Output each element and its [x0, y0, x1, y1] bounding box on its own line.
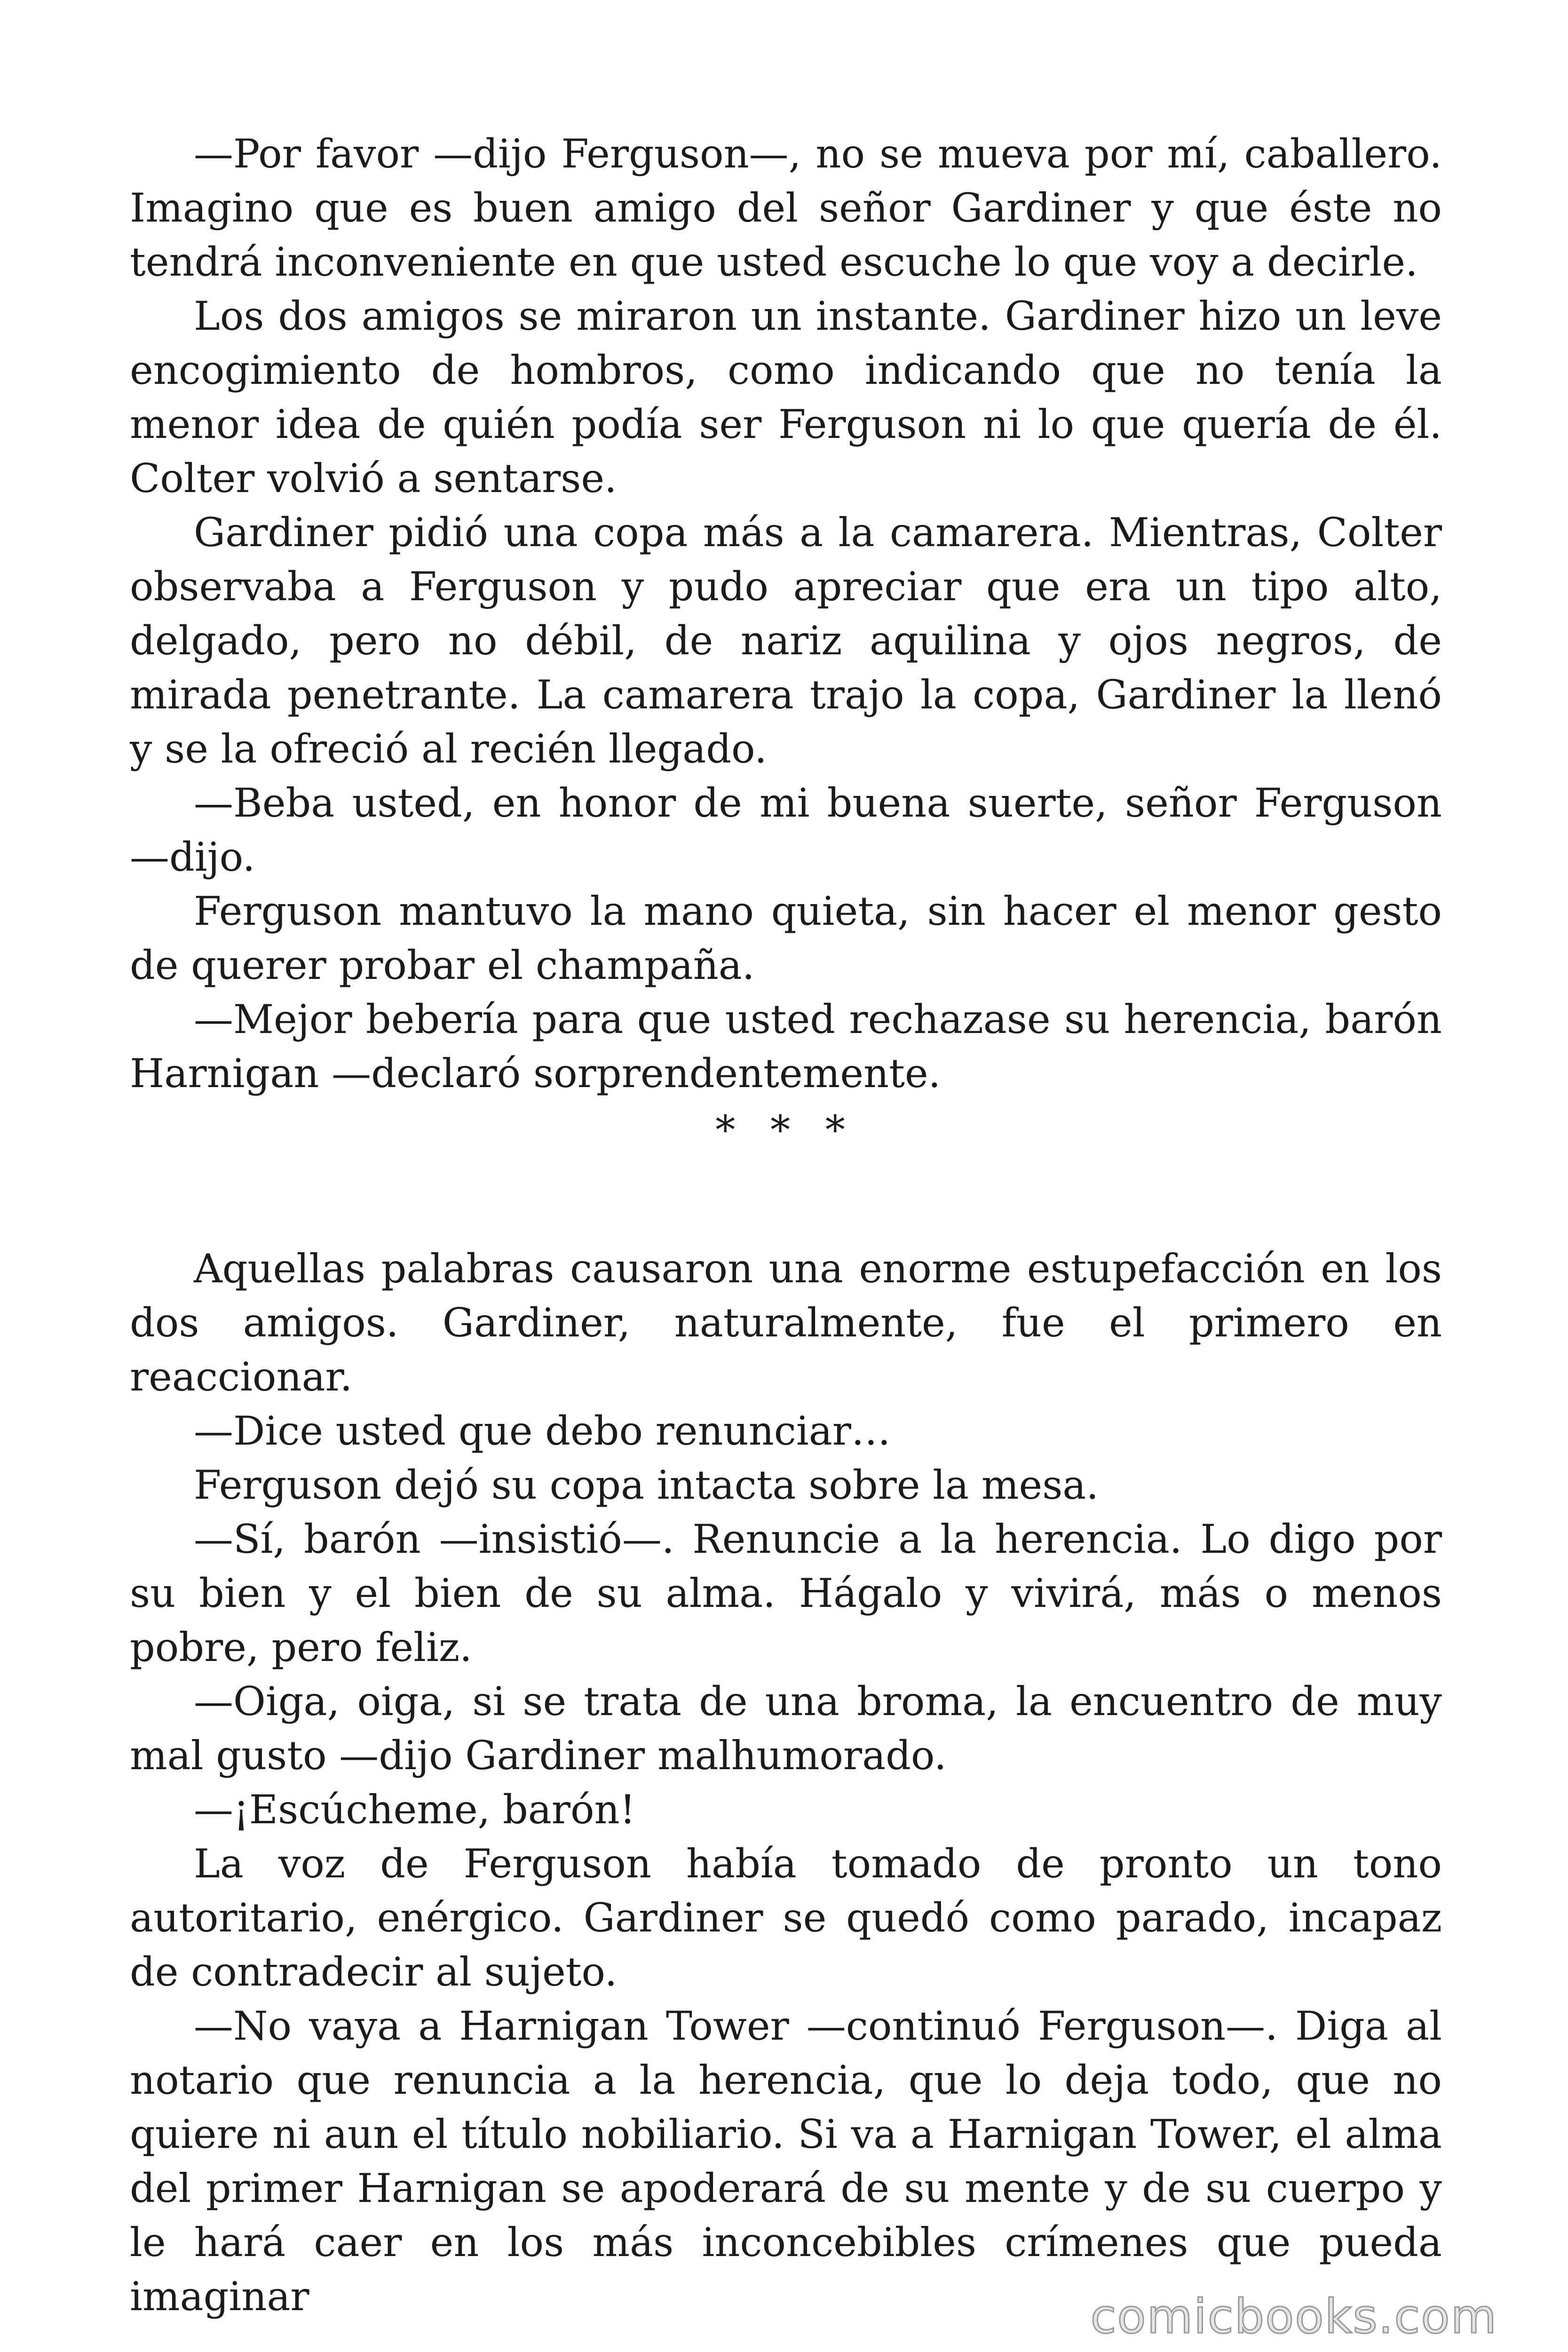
- paragraph: —Por favor —dijo Ferguson—, no se mueva por mí, caballero. Imagino que es buen amigo del señor Gardiner y que éste no tendrá inconveniente en que usted escuche lo que voy a decirle.: [130, 131, 1442, 285]
- paragraph: —Oiga, oiga, si se trata de una broma, la encuentro de muy mal gusto —dijo Gardiner malhumorado.: [130, 1678, 1442, 1779]
- text-block-bottom: [130, 1242, 1442, 2324]
- paragraph: La voz de Ferguson había tomado de pronto un tono autoritario, enérgico. Gardiner se quedó como parado, incapaz de contradecir al sujeto.: [130, 1841, 1442, 1995]
- watermark: comicbooks.com: [1090, 2289, 1497, 2344]
- section-break: * * *: [715, 1107, 856, 1153]
- paragraph: —Sí, barón —insistió—. Renuncie a la herencia. Lo digo por su bien y el bien de su alma. Hágalo y vivirá, más o menos pobre, pero feliz.: [130, 1516, 1442, 1670]
- paragraph: Ferguson dejó su copa intacta sobre la mesa.: [194, 1462, 1099, 1508]
- paragraph: —¡Escúcheme, barón!: [194, 1787, 636, 1833]
- text-block-top: [130, 127, 1442, 1101]
- paragraph: —Mejor bebería para que usted rechazase su herencia, barón Harnigan —declaró sorprendentemente.: [130, 996, 1442, 1097]
- paragraph: Aquellas palabras causaron una enorme estupefacción en los dos amigos. Gardiner, naturalmente, fue el primero en reaccionar.: [130, 1246, 1442, 1400]
- paragraph: Ferguson mantuvo la mano quieta, sin hacer el menor gesto de querer probar el champaña.: [130, 888, 1442, 988]
- paragraph: Los dos amigos se miraron un instante. Gardiner hizo un leve encogimiento de hombros, como indicando que no tenía la menor idea de quién podía ser Ferguson ni lo que quería de él. Colter volvió a sentarse.: [130, 293, 1442, 501]
- paragraph: —Dice usted que debo renunciar…: [194, 1408, 891, 1454]
- paragraph: —No vaya a Harnigan Tower —continuó Ferguson—. Diga al notario que renuncia a la herencia, que lo deja todo, que no quiere ni aun el título nobiliario. Si va a Harnigan Tower, el alma del primer Harnigan se apoderará de su mente y de su cuerpo y le hará caer en los más inconcebibles crímenes que pueda imaginar: [130, 2003, 1442, 2320]
- paragraph: —Beba usted, en honor de mi buena suerte, señor Ferguson —dijo.: [130, 780, 1442, 880]
- paragraph: Gardiner pidió una copa más a la camarera. Mientras, Colter observaba a Ferguson y pudo apreciar que era un tipo alto, delgado, pero no débil, de nariz aquilina y ojos negros, de mirada penetrante. La camarera trajo la copa, Gardiner la llenó y se la ofreció al recién llegado.: [130, 509, 1442, 772]
